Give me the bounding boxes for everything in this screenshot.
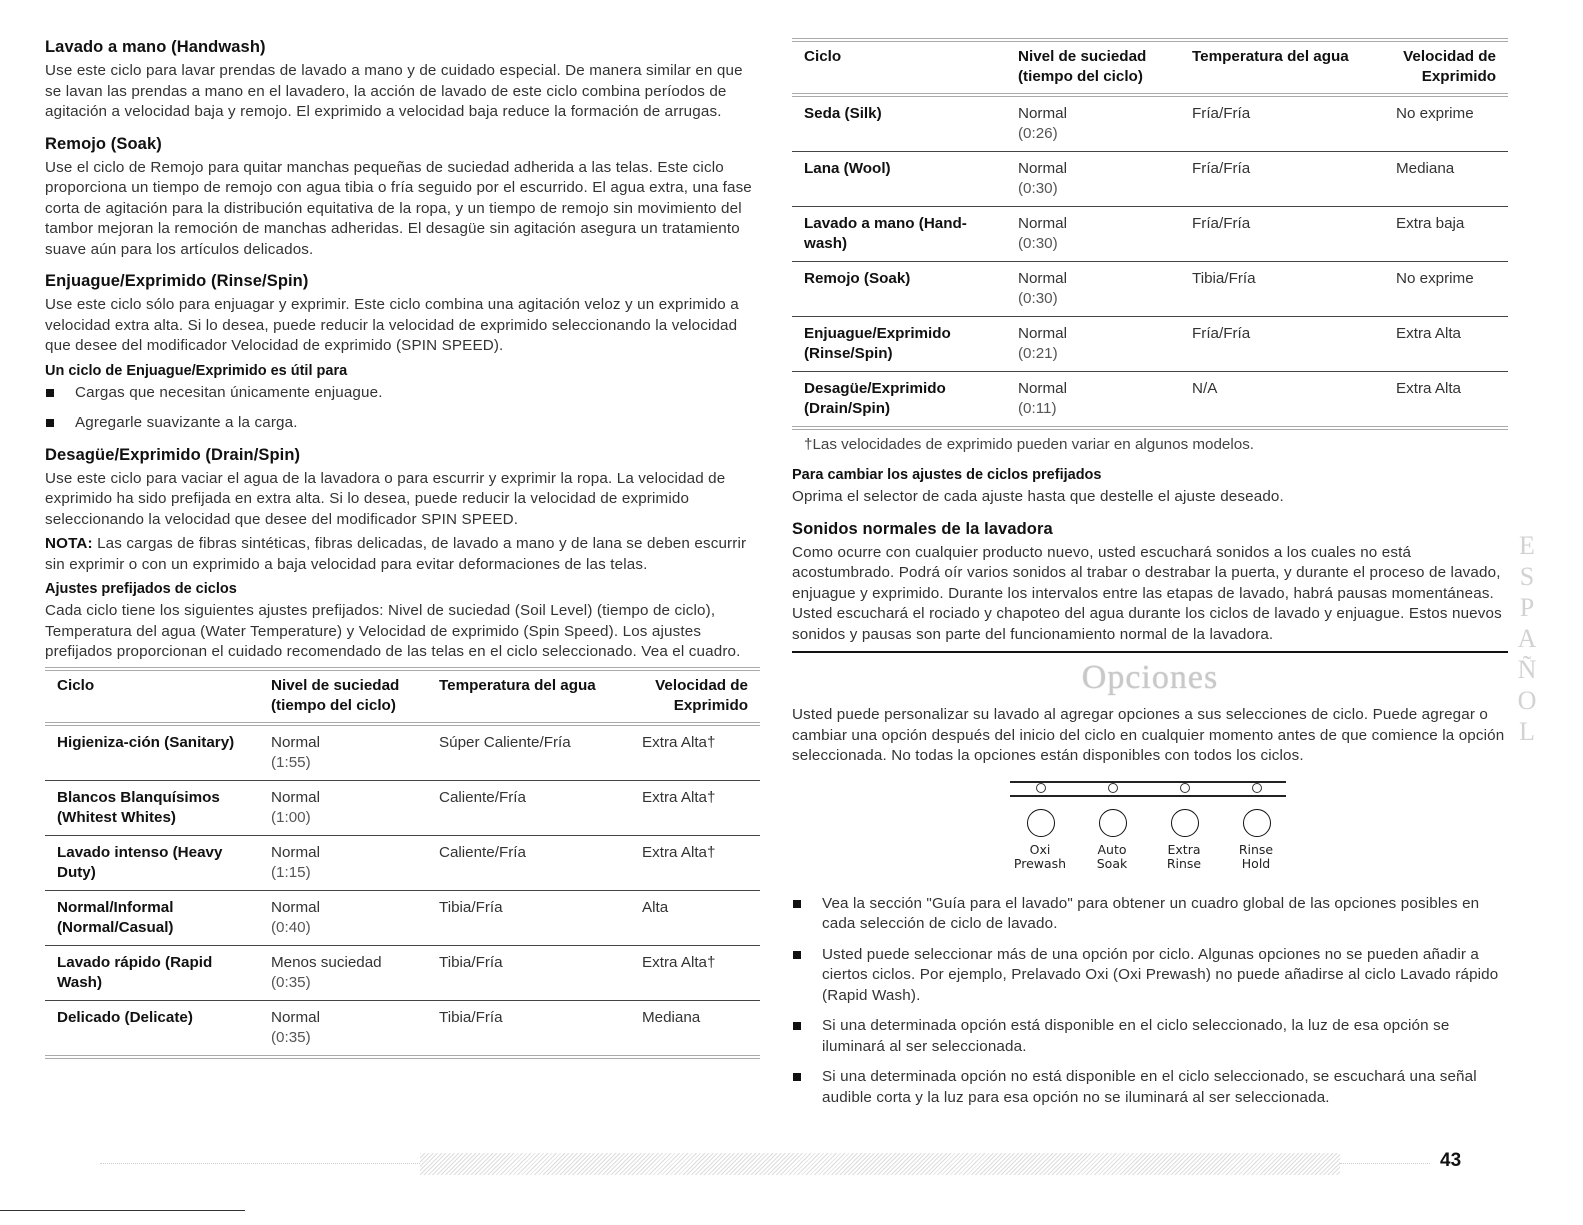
- cycle-cell: Delicado (Delicate): [45, 1000, 259, 1057]
- footer-rule-right: [1340, 1163, 1430, 1164]
- cycle-cell: Blancos Blanquísimos (Whitest Whites): [45, 780, 259, 835]
- side-tab-letter: L: [1519, 717, 1535, 746]
- temp-cell: Tibia/Fría: [427, 945, 630, 1000]
- spin-footnote: †Las velocidades de exprimido pueden variar en algunos modelos.: [804, 436, 1255, 453]
- spin-cell: Extra baja: [1384, 207, 1508, 262]
- soil-cell: Normal (0:11): [1006, 372, 1180, 429]
- handwash-heading: Lavado a mano (Handwash): [45, 38, 266, 56]
- side-tab-letter: A: [1517, 624, 1537, 653]
- table-row: [792, 372, 1508, 429]
- bullet-square-icon: [46, 389, 54, 397]
- list-item: Si una determinada opción no está disponible en el ciclo seleccionado, se escuchará una señal audible corta y la luz para esa opción no se iluminará al ser seleccionada.: [792, 1067, 1508, 1108]
- cycle-time: (0:30): [1018, 290, 1058, 307]
- spin-cell: Extra Alta: [1384, 372, 1508, 429]
- soil-cell: Normal (0:30): [1006, 207, 1180, 262]
- side-tab-letter: Ñ: [1517, 655, 1537, 684]
- table-row: [792, 262, 1508, 317]
- header-soil: Nivel de suciedad (tiempo del ciclo): [259, 669, 427, 724]
- cycle-time: (1:55): [271, 753, 311, 771]
- soil-cell: Normal (1:00): [259, 780, 427, 835]
- cycle-cell: Seda (Silk): [792, 95, 1006, 152]
- table-row: [45, 1000, 760, 1057]
- cycle-table-left: [45, 667, 760, 1059]
- cycle-cell: Lavado rápido (Rapid Wash): [45, 945, 259, 1000]
- rinse-hold-button[interactable]: [1243, 809, 1271, 837]
- auto-soak-label: Auto Soak: [1096, 841, 1128, 871]
- oxi-prewash-label: Oxi Prewash: [1013, 841, 1067, 871]
- section-divider: [792, 651, 1508, 653]
- temp-cell: Caliente/Fría: [427, 780, 630, 835]
- temp-cell: Caliente/Fría: [427, 835, 630, 890]
- right-column: [792, 38, 1508, 1120]
- header-temp: Temperatura del agua: [1180, 40, 1384, 95]
- footer-rule-left: [100, 1163, 420, 1164]
- oxi-prewash-button[interactable]: [1027, 809, 1055, 837]
- table-header-row: [792, 40, 1508, 95]
- side-tab-letter: P: [1519, 593, 1535, 622]
- crop-line: [0, 1210, 245, 1211]
- soil-cell: Normal (0:26): [1006, 95, 1180, 152]
- table-row: [45, 890, 760, 945]
- cycle-cell: Enjuague/Exprimido (Rinse/Spin): [792, 317, 1006, 372]
- table-row: [792, 317, 1508, 372]
- rinse-hold-led-icon: [1252, 783, 1262, 793]
- list-item: Si una determinada opción está disponible en el ciclo seleccionado, la luz de esa opción se iluminará al ser seleccionada.: [792, 1016, 1508, 1057]
- side-tab-letter: E: [1519, 531, 1535, 560]
- bullet-square-icon: [793, 1022, 801, 1030]
- temp-cell: Tibia/Fría: [1180, 262, 1384, 317]
- rinse-hold-label: Rinse Hold: [1238, 841, 1274, 871]
- table-row: [45, 724, 760, 781]
- soil-cell: Menos suciedad (0:35): [259, 945, 427, 1000]
- cycle-time: (0:30): [1018, 235, 1058, 252]
- spin-cell: No exprime: [1384, 95, 1508, 152]
- table-row: [792, 152, 1508, 207]
- options-title: Opciones: [1081, 659, 1219, 696]
- options-intro: Usted puede personalizar su lavado al agregar opciones a sus selecciones de ciclo. Puede agregar o cambiar una opción después del inicio del ciclo en cualquier momento antes de que comience la opción seleccionada. No todas la opciones están disponibles con todos los ciclos.: [792, 706, 1505, 764]
- left-column: [45, 38, 760, 1059]
- temp-cell: Tibia/Fría: [427, 1000, 630, 1057]
- auto-soak-led-icon: [1108, 783, 1118, 793]
- drain-spin-note: [45, 534, 760, 575]
- cycle-cell: Lana (Wool): [792, 152, 1006, 207]
- rinse-spin-bullets: [45, 383, 760, 434]
- note-label: NOTA:: [45, 535, 93, 552]
- extra-rinse-led-icon: [1180, 783, 1190, 793]
- sounds-body: Como ocurre con cualquier producto nuevo, usted escuchará sonidos a los cuales no está acostumbrado. Podrá oír varios sonidos al trabar o destrabar la puerta, y durante el proceso de lavado, enjuague y exprimido. Durante los intervalos entre las etapas de lavado, habrá pausas momentáneas. Usted escuchará el rociado y chapoteo del agua durante los ciclos de lavado y enjuague. Estos nuevos sonidos y pausas son parte del funcionamiento normal de la lavadora.: [792, 543, 1502, 643]
- header-cycle: Ciclo: [792, 40, 1006, 95]
- spin-cell: Alta: [630, 890, 760, 945]
- temp-cell: Tibia/Fría: [427, 890, 630, 945]
- cycle-time: (0:35): [271, 973, 311, 991]
- soil-cell: Normal (0:21): [1006, 317, 1180, 372]
- extra-rinse-button[interactable]: [1171, 809, 1199, 837]
- oxi-prewash-led-icon: [1036, 783, 1046, 793]
- table-header-row: [45, 669, 760, 724]
- soil-cell: Normal (1:55): [259, 724, 427, 781]
- soil-cell: Normal (0:35): [259, 1000, 427, 1057]
- header-temp: Temperatura del agua: [427, 669, 630, 724]
- cycle-cell: Lavado intenso (Heavy Duty): [45, 835, 259, 890]
- page-number: 43: [1440, 1150, 1462, 1171]
- handwash-body: Use este ciclo para lavar prendas de lavado a mano y de cuidado especial. De manera similar en que se lavan las prendas a mano en el lavadero, la acción de lavado de este ciclo combina períodos de agitación a velocidad baja y remojo. El exprimido a velocidad baja reduce la formación de arrugas.: [45, 62, 743, 120]
- extra-rinse-label: Extra Rinse: [1166, 841, 1202, 871]
- sounds-heading: Sonidos normales de la lavadora: [792, 519, 1053, 538]
- cycle-time: (1:15): [271, 863, 311, 881]
- cycle-time: (0:21): [1018, 345, 1058, 362]
- header-soil: Nivel de suciedad (tiempo del ciclo): [1006, 40, 1180, 95]
- temp-cell: Fría/Fría: [1180, 95, 1384, 152]
- temp-cell: N/A: [1180, 372, 1384, 429]
- cycle-time: (0:26): [1018, 125, 1058, 142]
- soil-cell: Normal (1:15): [259, 835, 427, 890]
- spin-cell: No exprime: [1384, 262, 1508, 317]
- soil-cell: Normal (0:40): [259, 890, 427, 945]
- list-item: Agregarle suavizante a la carga.: [45, 413, 760, 434]
- soil-cell: Normal (0:30): [1006, 262, 1180, 317]
- soak-heading: Remojo (Soak): [45, 134, 162, 153]
- spin-cell: Extra Alta†: [630, 780, 760, 835]
- change-presets-body: Oprima el selector de cada ajuste hasta que destelle el ajuste deseado.: [792, 488, 1284, 505]
- presets-body: Cada ciclo tiene los siguientes ajustes prefijados: Nivel de suciedad (Soil Level) (tiempo de ciclo), Temperatura del agua (Water Temperature) y Velocidad de exprimido (Spin Speed). Los ajustes prefijados proporcionan el cuidado recomendado de las telas en el ciclo seleccionado. Vea el cuadro.: [45, 602, 741, 660]
- soak-body: Use el ciclo de Remojo para quitar manchas pequeñas de suciedad adherida a las telas. Este ciclo proporciona un tiempo de remojo con agua tibia o fría seguido por el escurrido. El agua extra, una fase corta de agitación para la distribución equitativa de la ropa, y un tiempo de remojo sin movimiento del tambor mejoran la remoción de manchas adheridas. El desagüe sin agitación asegura un tratamiento suave aún para los artículos delicados.: [45, 158, 752, 258]
- spin-cell: Mediana: [1384, 152, 1508, 207]
- bullet-square-icon: [793, 1073, 801, 1081]
- note-text: Las cargas de fibras sintéticas, fibras delicadas, de lavado a mano y de lana se deben escurrir sin exprimir o con un exprimido a baja velocidad para evitar deformaciones de las telas.: [45, 535, 747, 573]
- table-row: [792, 207, 1508, 262]
- cycle-time: (1:00): [271, 808, 311, 826]
- table-row: [45, 945, 760, 1000]
- header-cycle: Ciclo: [45, 669, 259, 724]
- cycle-time: (0:30): [1018, 180, 1058, 197]
- table-row: [45, 835, 760, 890]
- side-tab-letter: O: [1517, 686, 1537, 715]
- rinse-spin-subheading: Un ciclo de Enjuague/Exprimido es útil para: [45, 362, 348, 379]
- spin-cell: Extra Alta†: [630, 835, 760, 890]
- soil-cell: Normal (0:30): [1006, 152, 1180, 207]
- cycle-cell: Lavado a mano (Hand-wash): [792, 207, 1006, 262]
- drain-spin-heading: Desagüe/Exprimido (Drain/Spin): [45, 445, 301, 464]
- bullet-square-icon: [46, 419, 54, 427]
- spin-cell: Extra Alta†: [630, 724, 760, 781]
- cycle-time: (0:11): [1018, 400, 1057, 417]
- list-item: Usted puede seleccionar más de una opción por ciclo. Algunas opciones no se pueden añadir a ciertos ciclos. Por ejemplo, Prelavado Oxi (Oxi Prewash) no puede añadirse al ciclo Lavado rápido (Rapid Wash).: [792, 945, 1508, 1007]
- table-row: [792, 95, 1508, 152]
- options-control-panel: [990, 775, 1310, 880]
- options-bullets: [792, 894, 1508, 1109]
- drain-spin-body: Use este ciclo para vaciar el agua de la lavadora o para escurrir y exprimir la ropa. La velocidad de exprimido ha sido prefijada en extra alta. Si lo desea, puede reducir la velocidad de exprimido seleccionando la velocidad que desee del modificador SPIN SPEED.: [45, 469, 726, 528]
- language-side-tab: [1512, 530, 1542, 747]
- list-item: Vea la sección "Guía para el lavado" para obtener un cuadro global de las opciones posibles en cada selección de ciclo de lavado.: [792, 894, 1508, 935]
- bullet-square-icon: [793, 900, 801, 908]
- cycle-cell: Desagüe/Exprimido (Drain/Spin): [792, 372, 1006, 429]
- temp-cell: Fría/Fría: [1180, 317, 1384, 372]
- cycle-cell: Remojo (Soak): [792, 262, 1006, 317]
- temp-cell: Fría/Fría: [1180, 207, 1384, 262]
- bullet-square-icon: [793, 951, 801, 959]
- cycle-table-right: [792, 38, 1508, 430]
- header-spin: Velocidad de Exprimido: [630, 669, 760, 724]
- side-tab-letter: S: [1519, 562, 1535, 591]
- cycle-time: (0:40): [271, 918, 311, 936]
- cycle-time: (0:35): [271, 1028, 311, 1046]
- auto-soak-button[interactable]: [1099, 809, 1127, 837]
- rinse-spin-heading: Enjuague/Exprimido (Rinse/Spin): [45, 272, 309, 290]
- rinse-spin-body: Use este ciclo sólo para enjuagar y exprimir. Este ciclo combina una agitación veloz y un exprimido a velocidad extra alta. Si lo desea, puede reducir la velocidad de exprimido seleccionando la velocidad que desee del modificador Velocidad de exprimido (SPIN SPEED).: [45, 296, 739, 354]
- header-spin: Velocidad de Exprimido: [1384, 40, 1508, 95]
- cycle-cell: Higieniza-ción (Sanitary): [45, 724, 259, 781]
- table-row: [45, 780, 760, 835]
- footer-band: [420, 1153, 1340, 1175]
- temp-cell: Súper Caliente/Fría: [427, 724, 630, 781]
- presets-heading: Ajustes prefijados de ciclos: [45, 581, 237, 597]
- cycle-cell: Normal/Informal (Normal/Casual): [45, 890, 259, 945]
- temp-cell: Fría/Fría: [1180, 152, 1384, 207]
- list-item: Cargas que necesitan únicamente enjuague.: [45, 383, 760, 404]
- change-presets-heading: Para cambiar los ajustes de ciclos prefijados: [792, 467, 1102, 483]
- spin-cell: Mediana: [630, 1000, 760, 1057]
- spin-cell: Extra Alta†: [630, 945, 760, 1000]
- spin-cell: Extra Alta: [1384, 317, 1508, 372]
- indicator-bar: [1010, 781, 1286, 797]
